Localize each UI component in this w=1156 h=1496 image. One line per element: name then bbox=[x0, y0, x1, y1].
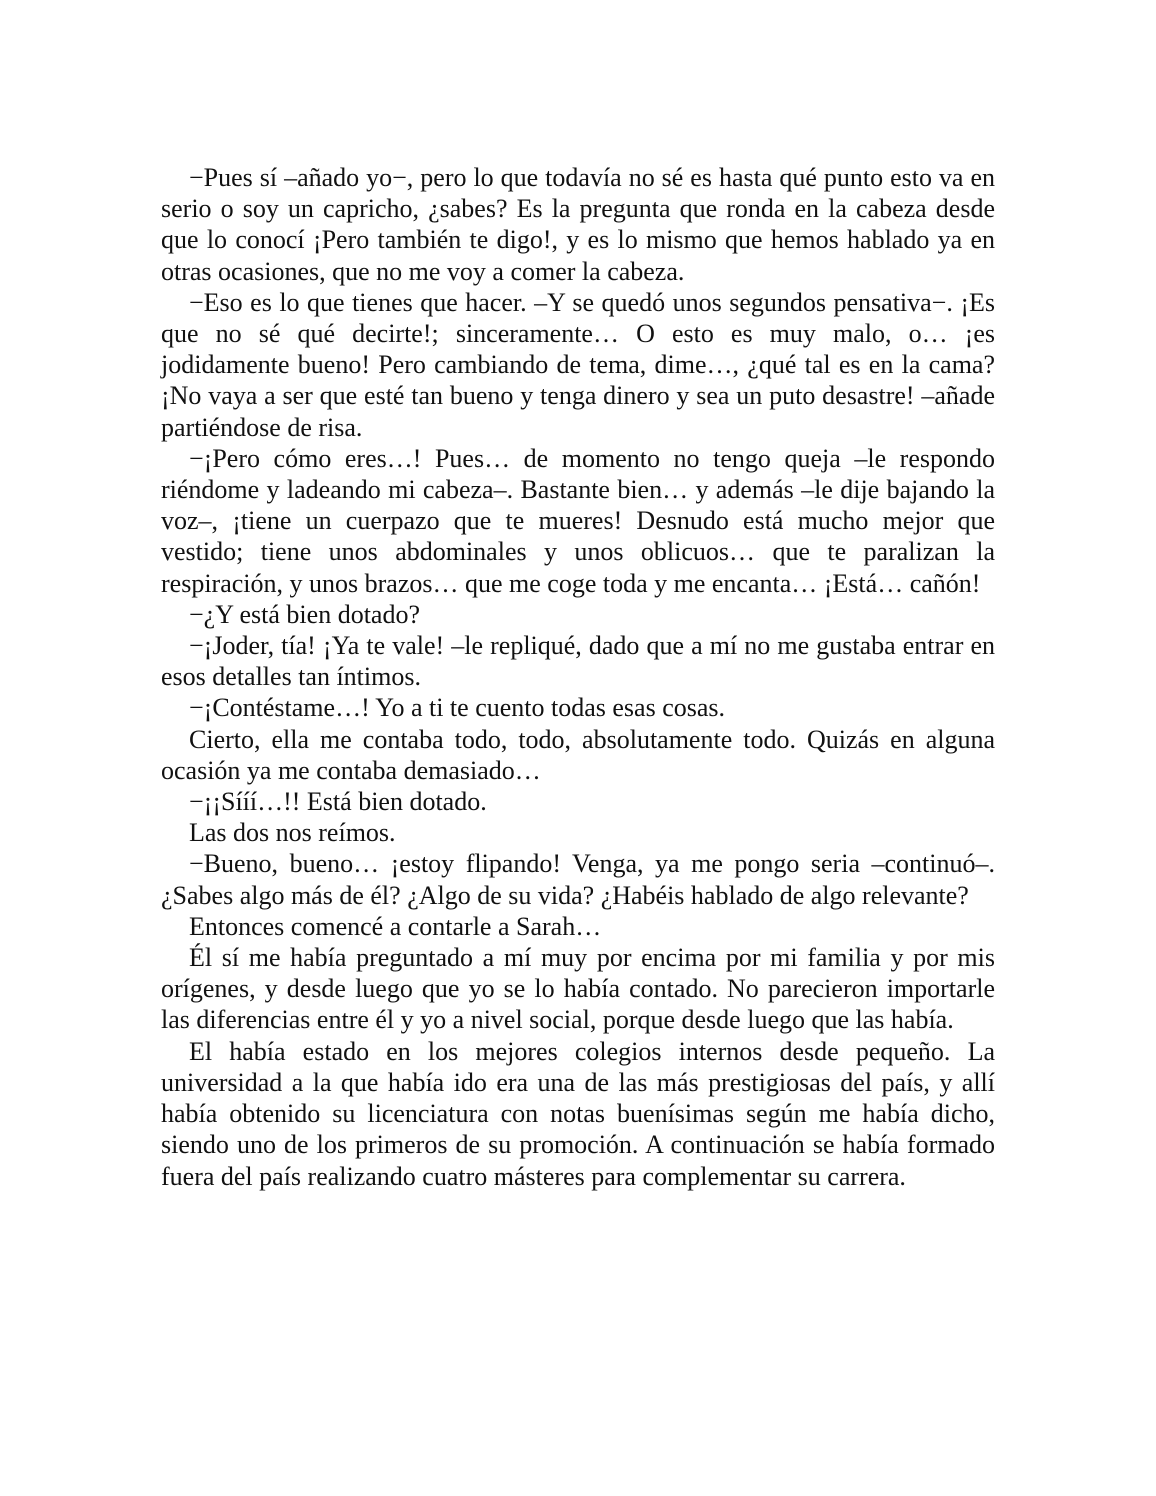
paragraph: Entonces comencé a contarle a Sarah… bbox=[189, 911, 602, 941]
paragraph: El había estado en los mejores colegios internos desde pequeño. La universidad a la que había ido era una de las más prestigiosas del país, y allí había obtenido su licenciatura con notas buenísimas según me había dicho, siendo uno de los primeros de su promoción. A continuación se había formado fuera del país realizando cuatro másteres para complementar su carrera. bbox=[161, 1036, 995, 1191]
paragraph: −¿Y está bien dotado? bbox=[189, 599, 421, 629]
paragraph: −Bueno, bueno… ¡estoy flipando! Venga, ya me pongo seria –continuó–. ¿Sabes algo más de él? ¿Algo de su vida? ¿Habéis hablado de algo relevante? bbox=[161, 849, 995, 910]
document-page bbox=[161, 162, 995, 1192]
paragraph: −Pues sí –añado yo−, pero lo que todavía no sé es hasta qué punto esto va en serio o soy un capricho, ¿sabes? Es la pregunta que ronda en la cabeza desde que lo conocí ¡Pero también te digo!, y es lo mismo que hemos hablado ya en otras ocasiones, que no me voy a comer la cabeza. bbox=[161, 163, 995, 286]
paragraph: −¡Joder, tía! ¡Ya te vale! –le repliqué, dado que a mí no me gustaba entrar en esos detalles tan íntimos. bbox=[161, 631, 995, 692]
paragraph: −Eso es lo que tienes que hacer. –Y se quedó unos segundos pensativa−. ¡Es que no sé qué decirte!; sinceramente… O esto es muy malo, o… ¡es jodidamente bueno! Pero cambiando de tema, dime…, ¿qué tal es en la cama? ¡No vaya a ser que esté tan bueno y tenga dinero y sea un puto desastre! –añade partiéndose de risa. bbox=[161, 287, 995, 442]
paragraph: −¡¡Sííí…!! Está bien dotado. bbox=[189, 787, 487, 817]
paragraph: Las dos nos reímos. bbox=[189, 818, 396, 848]
paragraph: Él sí me había preguntado a mí muy por encima por mi familia y por mis orígenes, y desde luego que yo se lo había contado. No parecieron importarle las diferencias entre él y yo a nivel social, porque desde luego que las había. bbox=[161, 943, 995, 1035]
paragraph: −¡Contéstame…! Yo a ti te cuento todas esas cosas. bbox=[189, 693, 726, 723]
paragraph: −¡Pero cómo eres…! Pues… de momento no tengo queja –le respondo riéndome y ladeando mi cabeza–. Bastante bien… y además –le dije bajando la voz–, ¡tiene un cuerpazo que te mueres! Desnudo está mucho mejor que vestido; tiene unos abdominales y unos oblicuos… que te paralizan la respiración, y unos brazos… que me coge toda y me encanta… ¡Está… cañón! bbox=[161, 443, 995, 598]
paragraph: Cierto, ella me contaba todo, todo, absolutamente todo. Quizás en alguna ocasión ya me contaba demasiado… bbox=[161, 724, 995, 785]
